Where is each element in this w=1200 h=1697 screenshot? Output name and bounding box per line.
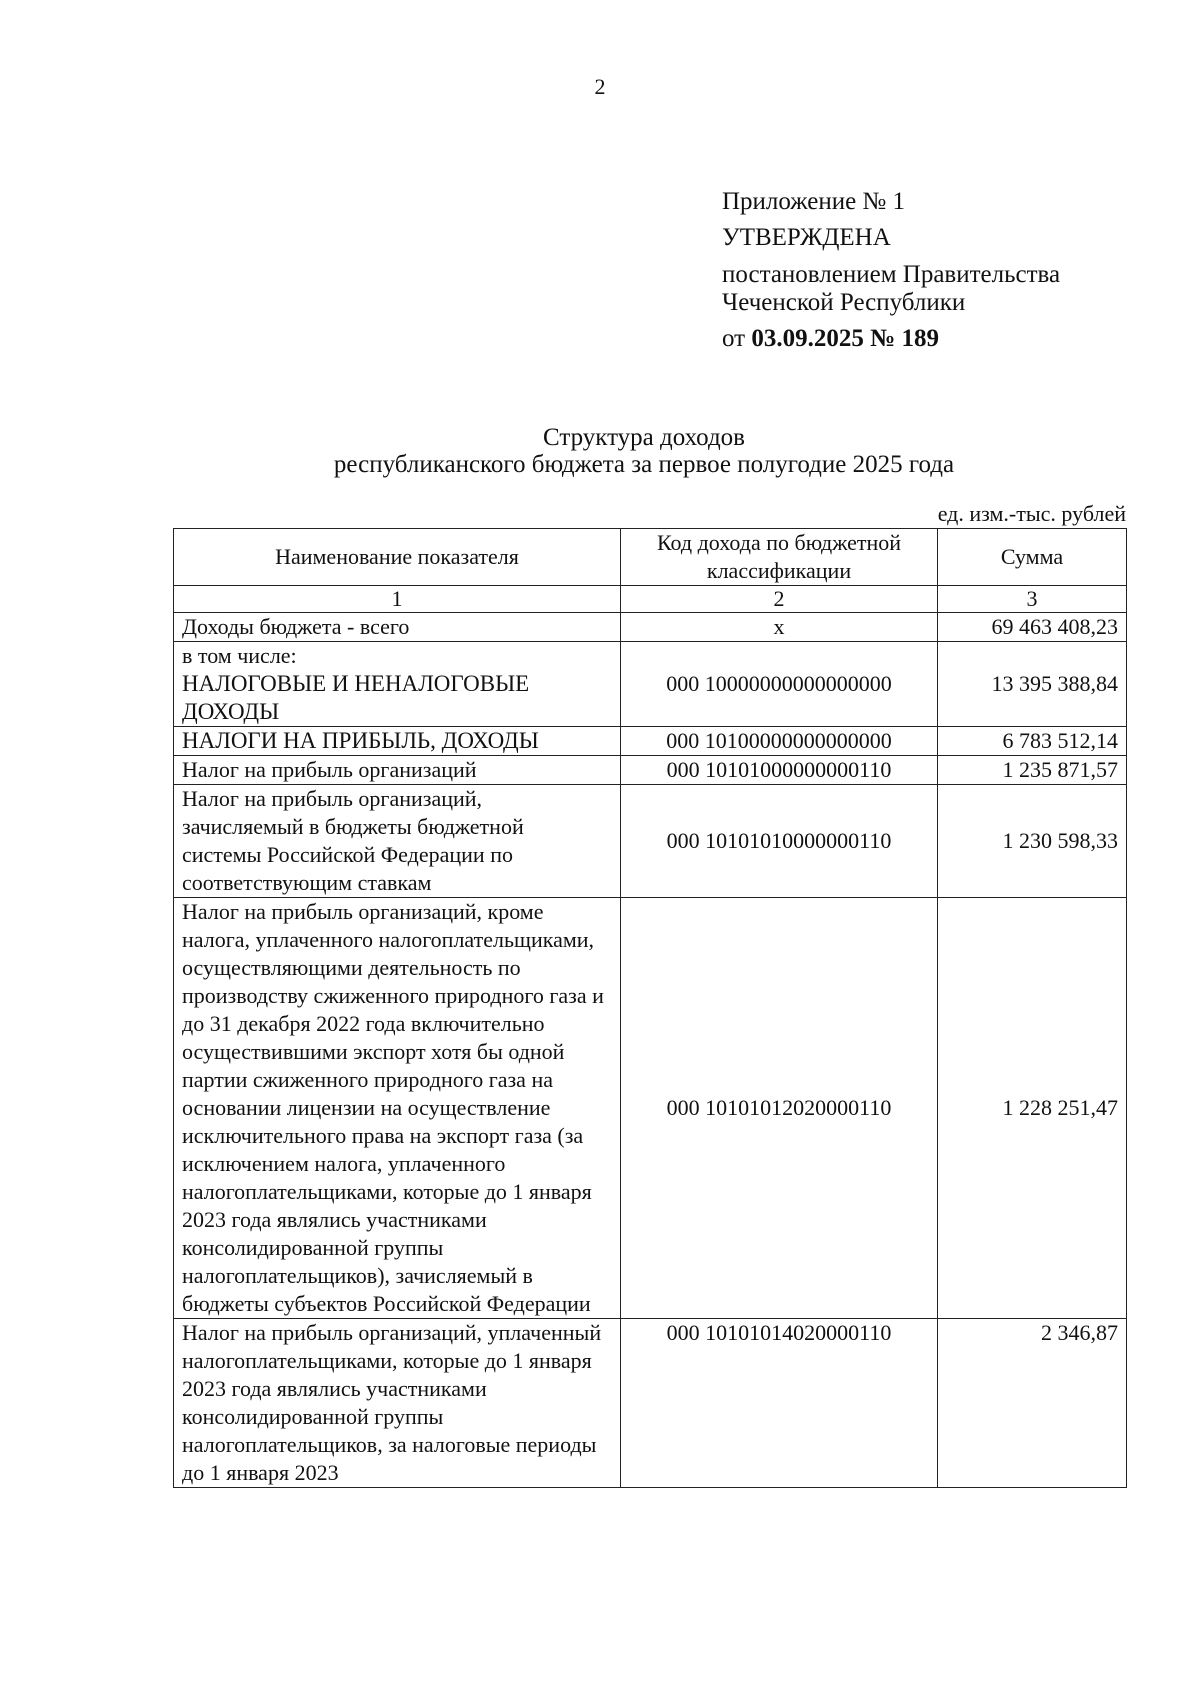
- row-sum: 69 463 408,23: [938, 613, 1127, 642]
- row-sum: 1 235 871,57: [938, 756, 1127, 785]
- approved-label: УТВЕРЖДЕНА: [722, 224, 891, 251]
- table-header-row: [174, 529, 1127, 586]
- column-number: 1: [174, 586, 621, 613]
- row-name-cell: [174, 642, 621, 727]
- appendix-label: Приложение № 1: [722, 188, 906, 215]
- header-name: Наименование показателя: [174, 529, 621, 586]
- table-row: [174, 756, 1127, 785]
- table-row: [174, 727, 1127, 756]
- row-code: 000 10000000000000000: [621, 642, 938, 727]
- row-name: Налог на прибыль организаций, зачисляемый в бюджеты бюджетной системы Российской Федерации по соответствующим ставкам: [174, 785, 621, 898]
- row-prefix: в том числе:: [182, 643, 297, 668]
- revenue-table: [173, 528, 1127, 1488]
- units-label: ед. изм.-тыс. рублей: [937, 501, 1126, 526]
- table-row: [174, 898, 1127, 1319]
- row-sum: 1 230 598,33: [938, 785, 1127, 898]
- row-name: Доходы бюджета - всего: [174, 613, 621, 642]
- table-row: [174, 1319, 1127, 1488]
- table-row: [174, 613, 1127, 642]
- row-sum: 2 346,87: [938, 1319, 1127, 1488]
- column-number: 2: [621, 586, 938, 613]
- row-code: 000 10100000000000000: [621, 727, 938, 756]
- row-code: 000 10101014020000110: [621, 1319, 938, 1488]
- row-code: х: [621, 613, 938, 642]
- document-title-line1: Структура доходов: [543, 424, 745, 451]
- table-row: [174, 642, 1127, 727]
- row-name: НАЛОГОВЫЕ И НЕНАЛОГОВЫЕ ДОХОДЫ: [182, 671, 530, 724]
- table-row: [174, 785, 1127, 898]
- row-name: Налог на прибыль организаций, кроме налога, уплаченного налогоплательщиками, осуществляющими деятельность по производству сжиженного природного газа и до 31 декабря 2022 года включительно осуществившими экспорт хотя бы одной партии сжиженного природного газа на основании лицензии на осуществление исключительного права на экспорт газа (за исключением налога, уплаченного налогоплательщиками, которые до 1 января 2023 года являлись участниками консолидированной группы налогоплательщиков), зачисляемый в бюджеты субъектов Российской Федерации: [174, 898, 621, 1319]
- row-code: 000 10101010000000110: [621, 785, 938, 898]
- document-title-line2: республиканского бюджета за первое полугодие 2025 года: [333, 451, 955, 478]
- row-name: НАЛОГИ НА ПРИБЫЛЬ, ДОХОДЫ: [174, 727, 621, 756]
- approved-by-line2: Чеченской Республики: [722, 289, 966, 316]
- approval-date: [722, 325, 1060, 353]
- approval-block: [722, 188, 1060, 353]
- header-code: Код дохода по бюджетной классификации: [621, 529, 938, 586]
- row-code: 000 10101012020000110: [621, 898, 938, 1319]
- row-sum: 1 228 251,47: [938, 898, 1127, 1319]
- column-number: 3: [938, 586, 1127, 613]
- row-name: Налог на прибыль организаций: [174, 756, 621, 785]
- header-sum: Сумма: [938, 529, 1127, 586]
- approved-by-line1: постановлением Правительства: [722, 261, 1061, 288]
- row-name: Налог на прибыль организаций, уплаченный налогоплательщиками, которые до 1 января 2023 года являлись участниками консолидированной группы налогоплательщиков, за налоговые периоды до 1 января 2023: [174, 1319, 621, 1488]
- page-number: 2: [594, 74, 606, 99]
- row-sum: 6 783 512,14: [938, 727, 1127, 756]
- approval-date-number: 03.09.2025 № 189: [751, 325, 939, 352]
- document-title: [0, 424, 1200, 478]
- row-sum: 13 395 388,84: [938, 642, 1127, 727]
- approval-date-prefix: от: [722, 325, 746, 352]
- row-code: 000 10101000000000110: [621, 756, 938, 785]
- column-number-row: [174, 586, 1127, 613]
